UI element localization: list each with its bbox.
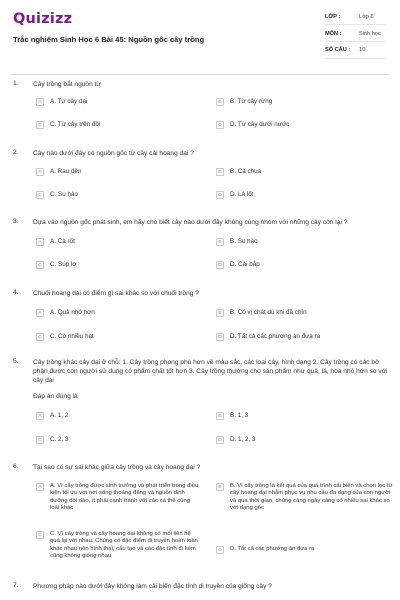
option-b-box[interactable]: B (216, 238, 224, 246)
question-count-label: SỐ CÂU : (325, 47, 351, 53)
option-d-box[interactable]: D (216, 546, 224, 554)
option-d-text: D. Cải bắp (230, 261, 260, 268)
option-b-text: B. 1, 3 (230, 412, 249, 419)
option-a-text: A. Vì cây trồng được sinh trưởng và phát triển trong điều kiện tối ưu với nơi sống thoáng đãng và nguồn dinh dưỡng dồi dào, ít phải cạnh tranh với các cá thể cùng loài khác (50, 482, 199, 512)
option-d-box[interactable]: D (216, 121, 224, 129)
grade-value: Lớp 6 (359, 14, 374, 20)
option-a[interactable] (36, 483, 200, 513)
question-text: Tại sao có sự sai khác giữa cây trồng và cây hoang dại ? (33, 464, 201, 471)
option-a-box[interactable]: A (36, 412, 44, 420)
question-text: Cây trồng khác cây dại ở chỗ: 1. Cây trồng phong phú hơn về màu sắc, các loại cây, hình dạng 2. Cây trồng có các bộ phận được con người sử dụng có phẩm chất tốt hơn 3. Cây trồng thường cho sản phẩm như quả, lá, hoa nhỏ hơn so với cây dại (33, 359, 388, 385)
question-text: Phương pháp nào dưới đây không làm cải biến đặc tính di truyền của giống cây ? (33, 583, 272, 590)
option-b-text: B. Su hào (230, 238, 258, 245)
option-b-box[interactable]: B (216, 483, 224, 491)
option-b-text: B. Có vị chát dù khi đã chín (230, 309, 307, 316)
option-c[interactable] (36, 436, 200, 444)
subject-value: Sinh học (359, 31, 381, 37)
option-d[interactable] (216, 436, 396, 444)
question-number: 1. (13, 80, 19, 87)
option-c-box[interactable]: C (36, 261, 44, 269)
option-d[interactable] (216, 261, 396, 269)
option-a-box[interactable]: A (36, 238, 44, 246)
option-c-text: C. 2, 3 (50, 436, 69, 443)
option-d[interactable] (216, 546, 396, 554)
question-number: 5. (13, 358, 19, 365)
meta-divider (325, 41, 385, 42)
option-b[interactable] (216, 483, 396, 513)
option-b-box[interactable]: B (216, 98, 224, 106)
meta-divider (325, 58, 385, 59)
option-a-text: A. Quả nhỏ hơn (50, 309, 95, 316)
option-a-box[interactable]: A (36, 168, 44, 176)
worksheet-header (0, 0, 400, 72)
question-number: 4. (13, 289, 19, 296)
option-d-text: D. 1, 2, 3 (230, 436, 256, 443)
option-b-text: B. Từ cây rừng (230, 98, 273, 105)
meta-divider (325, 24, 385, 25)
option-d-text: D. Lá lốt (230, 191, 254, 198)
header-divider (10, 74, 390, 75)
option-b[interactable] (216, 309, 396, 317)
option-d[interactable] (216, 333, 396, 341)
option-c-box[interactable]: C (36, 531, 44, 539)
question-number: 3. (13, 218, 19, 225)
grade-label: LỚP : (325, 14, 341, 20)
option-d-text: D. Tất cả các phương án đưa ra (230, 333, 321, 340)
option-b[interactable] (216, 412, 396, 420)
option-c-box[interactable]: C (36, 191, 44, 199)
question-number: 6. (13, 463, 19, 470)
option-c-text: C. Su hào (50, 191, 79, 198)
option-d-text: D. Từ cây dưới nước (230, 121, 290, 128)
question-text: Cây trồng bắt nguồn từ (33, 81, 101, 88)
option-d[interactable] (216, 121, 396, 129)
option-c[interactable] (36, 333, 200, 341)
option-b-box[interactable]: B (216, 412, 224, 420)
question-count-value: 10 (359, 47, 366, 53)
option-a[interactable] (36, 309, 200, 317)
option-b[interactable] (216, 238, 396, 246)
option-c-box[interactable]: C (36, 121, 44, 129)
option-c-text: C. Vì cây trồng và cây hoang dại không có mối liên hệ quá lại với nhau. Chúng có đặc điểm di truyền hoàn toàn khác nhau nên hình thái, cấu tạo và các đặc tính đi kèm cũng không giống nhau (50, 530, 198, 560)
option-c[interactable] (36, 121, 200, 129)
option-a-box[interactable]: A (36, 483, 44, 491)
option-d-box[interactable]: D (216, 333, 224, 341)
option-b-box[interactable]: B (216, 168, 224, 176)
option-d[interactable] (216, 191, 396, 199)
option-a[interactable] (36, 98, 200, 106)
quizizz-logo: Quizizz (13, 11, 73, 27)
option-b-text: B. Vì cây trồng là kết quả của quá trình cải biến và chọn lọc từ cây hoang dại nhằm phục vụ nhu cầu đa dạng của con người và qua thời gian, chúng càng ngày càng có nhiều sai khác so với dạng gốc (230, 482, 393, 512)
option-a-box[interactable]: A (36, 98, 44, 106)
option-b-text: B. Cà chua (230, 168, 262, 175)
option-b-box[interactable]: B (216, 309, 224, 317)
option-c[interactable] (36, 261, 200, 269)
question-number: 2. (13, 149, 19, 156)
option-c-text: C. Súp lơ (50, 261, 77, 268)
option-b[interactable] (216, 168, 396, 176)
option-a[interactable] (36, 412, 200, 420)
option-a-text: A. 1, 2 (50, 412, 69, 419)
option-a[interactable] (36, 238, 200, 246)
option-a[interactable] (36, 168, 200, 176)
question-text: Cây nào dưới đây có nguồn gốc từ cây cải hoang dại ? (33, 150, 194, 157)
option-c-text: C. Từ cây trên đồi (50, 121, 101, 128)
option-c[interactable] (36, 191, 200, 199)
option-d-box[interactable]: D (216, 436, 224, 444)
question-text: Dựa vào nguồn gốc phát sinh, em hãy cho biết cây nào dưới đây không cùng nhóm với những cây còn lại ? (33, 219, 348, 226)
option-c[interactable] (36, 531, 200, 561)
option-d-text: D. Tất cả các phương án đưa ra (230, 545, 315, 552)
question-number: 7. (13, 582, 19, 589)
option-a-text: A. Rau dền (50, 168, 82, 175)
option-a-text: A. Cà rốt (50, 238, 75, 245)
answer-prompt: Đáp án đúng là (33, 393, 78, 400)
option-c-text: C. Có nhiều hạt (50, 333, 94, 340)
option-d-box[interactable]: D (216, 191, 224, 199)
option-c-box[interactable]: C (36, 436, 44, 444)
option-b[interactable] (216, 98, 396, 106)
option-a-text: A. Từ cây dại (50, 98, 88, 105)
question-text: Chuối hoang dại có điểm gì sai khác so với chuối trồng ? (33, 290, 199, 297)
subject-label: MÔN : (325, 31, 342, 37)
option-d-box[interactable]: D (216, 261, 224, 269)
worksheet-title: Trắc nghiệm Sinh Học 6 Bài 45: Nguồn gốc cây trồng (13, 35, 205, 44)
option-c-box[interactable]: C (36, 333, 44, 341)
option-a-box[interactable]: A (36, 309, 44, 317)
